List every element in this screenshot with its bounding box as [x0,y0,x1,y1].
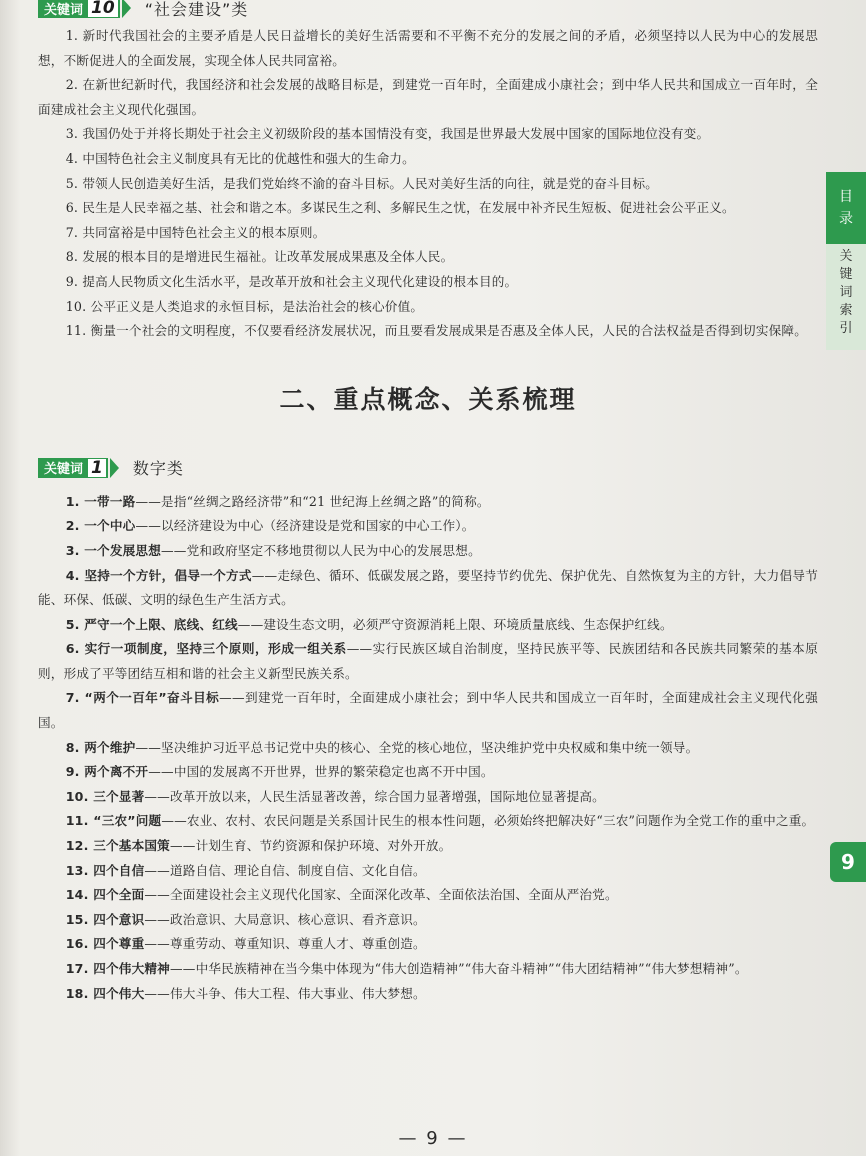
keyword-index-tab[interactable] [826,244,866,338]
numeric-terms-list [38,490,818,1006]
side-index-tab[interactable] [826,172,866,350]
tab-char: 键 [839,267,853,282]
term: 1. 一带一路 [65,493,136,509]
term-description: ——党和政府坚定不移地贯彻以人民为中心的发展思想。 [161,542,481,558]
term: 15. 四个意识 [65,911,145,927]
section-title: 二、重点概念、关系梳理 [279,384,577,414]
term: 3. 一个发展思想 [65,542,162,558]
term-description: ——尊重劳动、尊重知识、尊重人才、尊重创造。 [144,936,426,952]
list-item: 2. 在新世纪新时代，我国经济和社会发展的战略目标是，到建党一百年时，全面建成小康社会；到中华人民共和国成立一百年时，全面建成社会主义现代化强国。 [38,77,818,117]
list-item [38,637,818,686]
term: 14. 四个全面 [65,887,145,903]
term-description: ——农业、农村、农民问题是关系国计民生的根本性问题，必须始终把解决好“三农”问题作为全党工作的重中之重。 [161,813,815,829]
term: 5. 严守一个上限、底线、红线 [65,616,238,632]
list-item: 7. 共同富裕是中国特色社会主义的根本原则。 [65,224,326,240]
arrow-icon [122,0,131,18]
term: 13. 四个自信 [65,862,145,878]
keyword-tag-label: 关键词 [44,2,84,18]
keyword-number: 10 [86,0,118,17]
term-description: ——坚决维护习近平总书记党中央的核心、全党的核心地位，坚决维护党中央权威和集中统一领导。 [135,739,699,755]
list-item [38,613,818,638]
list-item [38,539,818,564]
term: 8. 两个维护 [65,739,136,755]
term-description: ——道路自信、理论自信、制度自信、文化自信。 [144,862,426,878]
list-item [38,736,818,761]
term: 11. “三农”问题 [65,813,162,829]
term: 18. 四个伟大 [65,985,145,1001]
list-item [38,514,818,539]
tab-char: 词 [839,285,853,300]
keyword-number: 1 [86,459,106,477]
list-item: 5. 带领人民创造美好生活，是我们党始终不渝的奋斗目标。人民对美好生活的向往，就是党的奋斗目标。 [65,175,659,191]
list-item [38,785,818,810]
term-description: ——以经济建设为中心（经济建设是党和国家的中心工作）。 [135,518,475,534]
list-item [38,686,818,735]
list-item [38,760,818,785]
term-description: ——实行民族区域自治制度，坚持民族平等、民族团结和各民族共同繁荣的基本原则，形成了平等团结互相和谐的社会主义新型民族关系。 [38,641,819,681]
term: 6. 实行一项制度，坚持三个原则，形成一组关系 [65,641,347,657]
term: 10. 三个显著 [65,788,145,804]
list-item: 11. 衡量一个社会的文明程度，不仅要看经济发展状况，而且要看发展成果是否惠及全体人民，人民的合法权益是否得到切实保障。 [65,323,807,339]
term-description: ——走绿色、循环、低碳发展之路，要坚持节约优先、保护优先、自然恢复为主的方针，大力倡导节能、环保、低碳、文明的绿色生产生活方式。 [38,567,818,608]
list-item: 6. 民生是人民幸福之基、社会和谐之本。多谋民生之利、多解民生之忧，在发展中补齐民生短板、促进社会公平正义。 [65,200,735,216]
term-description: ——全面建设社会主义现代化国家、全面深化改革、全面依法治国、全面从严治党。 [144,887,618,903]
tab-char: 目 [839,189,853,205]
page-number: — 9 — [398,1128,468,1149]
list-item [38,908,818,933]
list-item [38,859,818,884]
term-description: ——政治意识、大局意识、核心意识、看齐意识。 [144,911,426,927]
list-item: 8. 发展的根本目的是增进民生福祉。让改革发展成果惠及全体人民。 [65,249,454,265]
list-item: 4. 中国特色社会主义制度具有无比的优越性和强大的生命力。 [65,150,415,166]
term-description: ——中华民族精神在当今集中体现为“伟大创造精神”“伟大奋斗精神”“伟大团结精神”“伟大梦想精神”。 [169,961,748,976]
list-item: 3. 我国仍处于并将长期处于社会主义初级阶段的基本国情没有变，我国是世界最大发展中国家的国际地位没有变。 [65,126,710,142]
keyword-tag-label: 关键词 [44,462,84,478]
page-thumb-tab[interactable]: 9 [830,842,866,882]
list-item [38,809,818,834]
term-description: ——计划生育、节约资源和保护环境、对外开放。 [169,838,452,854]
tab-char: 录 [839,211,853,227]
term-description: ——是指“丝绸之路经济带”和“21 世纪海上丝绸之路”的简称。 [135,493,490,509]
keyword-title: 数字类 [132,459,184,479]
term: 2. 一个中心 [65,518,136,534]
arrow-icon [110,458,119,478]
list-item [38,932,818,957]
tab-char: 索 [839,303,853,318]
list-item: 9. 提高人民物质文化生活水平，是改革开放和社会主义现代化建设的根本目的。 [65,273,518,289]
term: 12. 三个基本国策 [65,838,170,854]
term-description: ——中国的发展离不开世界，世界的繁荣稳定也离不开中国。 [148,764,494,780]
tab-char: 引 [839,321,853,336]
keyword-tag [38,0,120,18]
term: 16. 四个尊重 [65,936,145,952]
list-item [38,883,818,908]
keyword-header-10 [38,0,818,22]
term-description: ——改革开放以来，人民生活显著改善，综合国力显著增强，国际地位显著提高。 [144,788,605,804]
list-item [38,564,818,613]
keyword-header-1 [38,454,818,482]
term-description: ——建设生态文明，必须严守资源消耗上限、环境质量底线、生态保护红线。 [237,616,673,632]
list-item [38,834,818,859]
list-item: 1. 新时代我国社会的主要矛盾是人民日益增长的美好生活需要和不平衡不充分的发展之间的矛盾，必须坚持以人民为中心的发展思想，不断促进人的全面发展，实现全体人民共同富裕。 [38,28,818,68]
keyword-title: “社会建设”类 [144,0,249,19]
term: 17. 四个伟大精神 [65,961,170,976]
term: 9. 两个离不开 [65,764,149,780]
social-construction-list [38,24,818,344]
keyword-tag [38,458,108,478]
table-of-contents-tab[interactable] [826,172,866,244]
term: 7. “两个一百年”奋斗目标 [65,690,220,706]
term-description: ——到建党一百年时，全面建成小康社会；到中华人民共和国成立一百年时，全面建成社会主义现代化强国。 [38,690,818,731]
term: 4. 坚持一个方针，倡导一个方式 [65,567,252,583]
list-item [38,490,818,515]
tab-char: 关 [839,249,853,264]
list-item [38,957,818,982]
list-item [38,982,818,1007]
page-content [38,0,818,1006]
list-item: 10. 公平正义是人类追求的永恒目标，是法治社会的核心价值。 [65,298,424,314]
term-description: ——伟大斗争、伟大工程、伟大事业、伟大梦想。 [144,985,426,1001]
